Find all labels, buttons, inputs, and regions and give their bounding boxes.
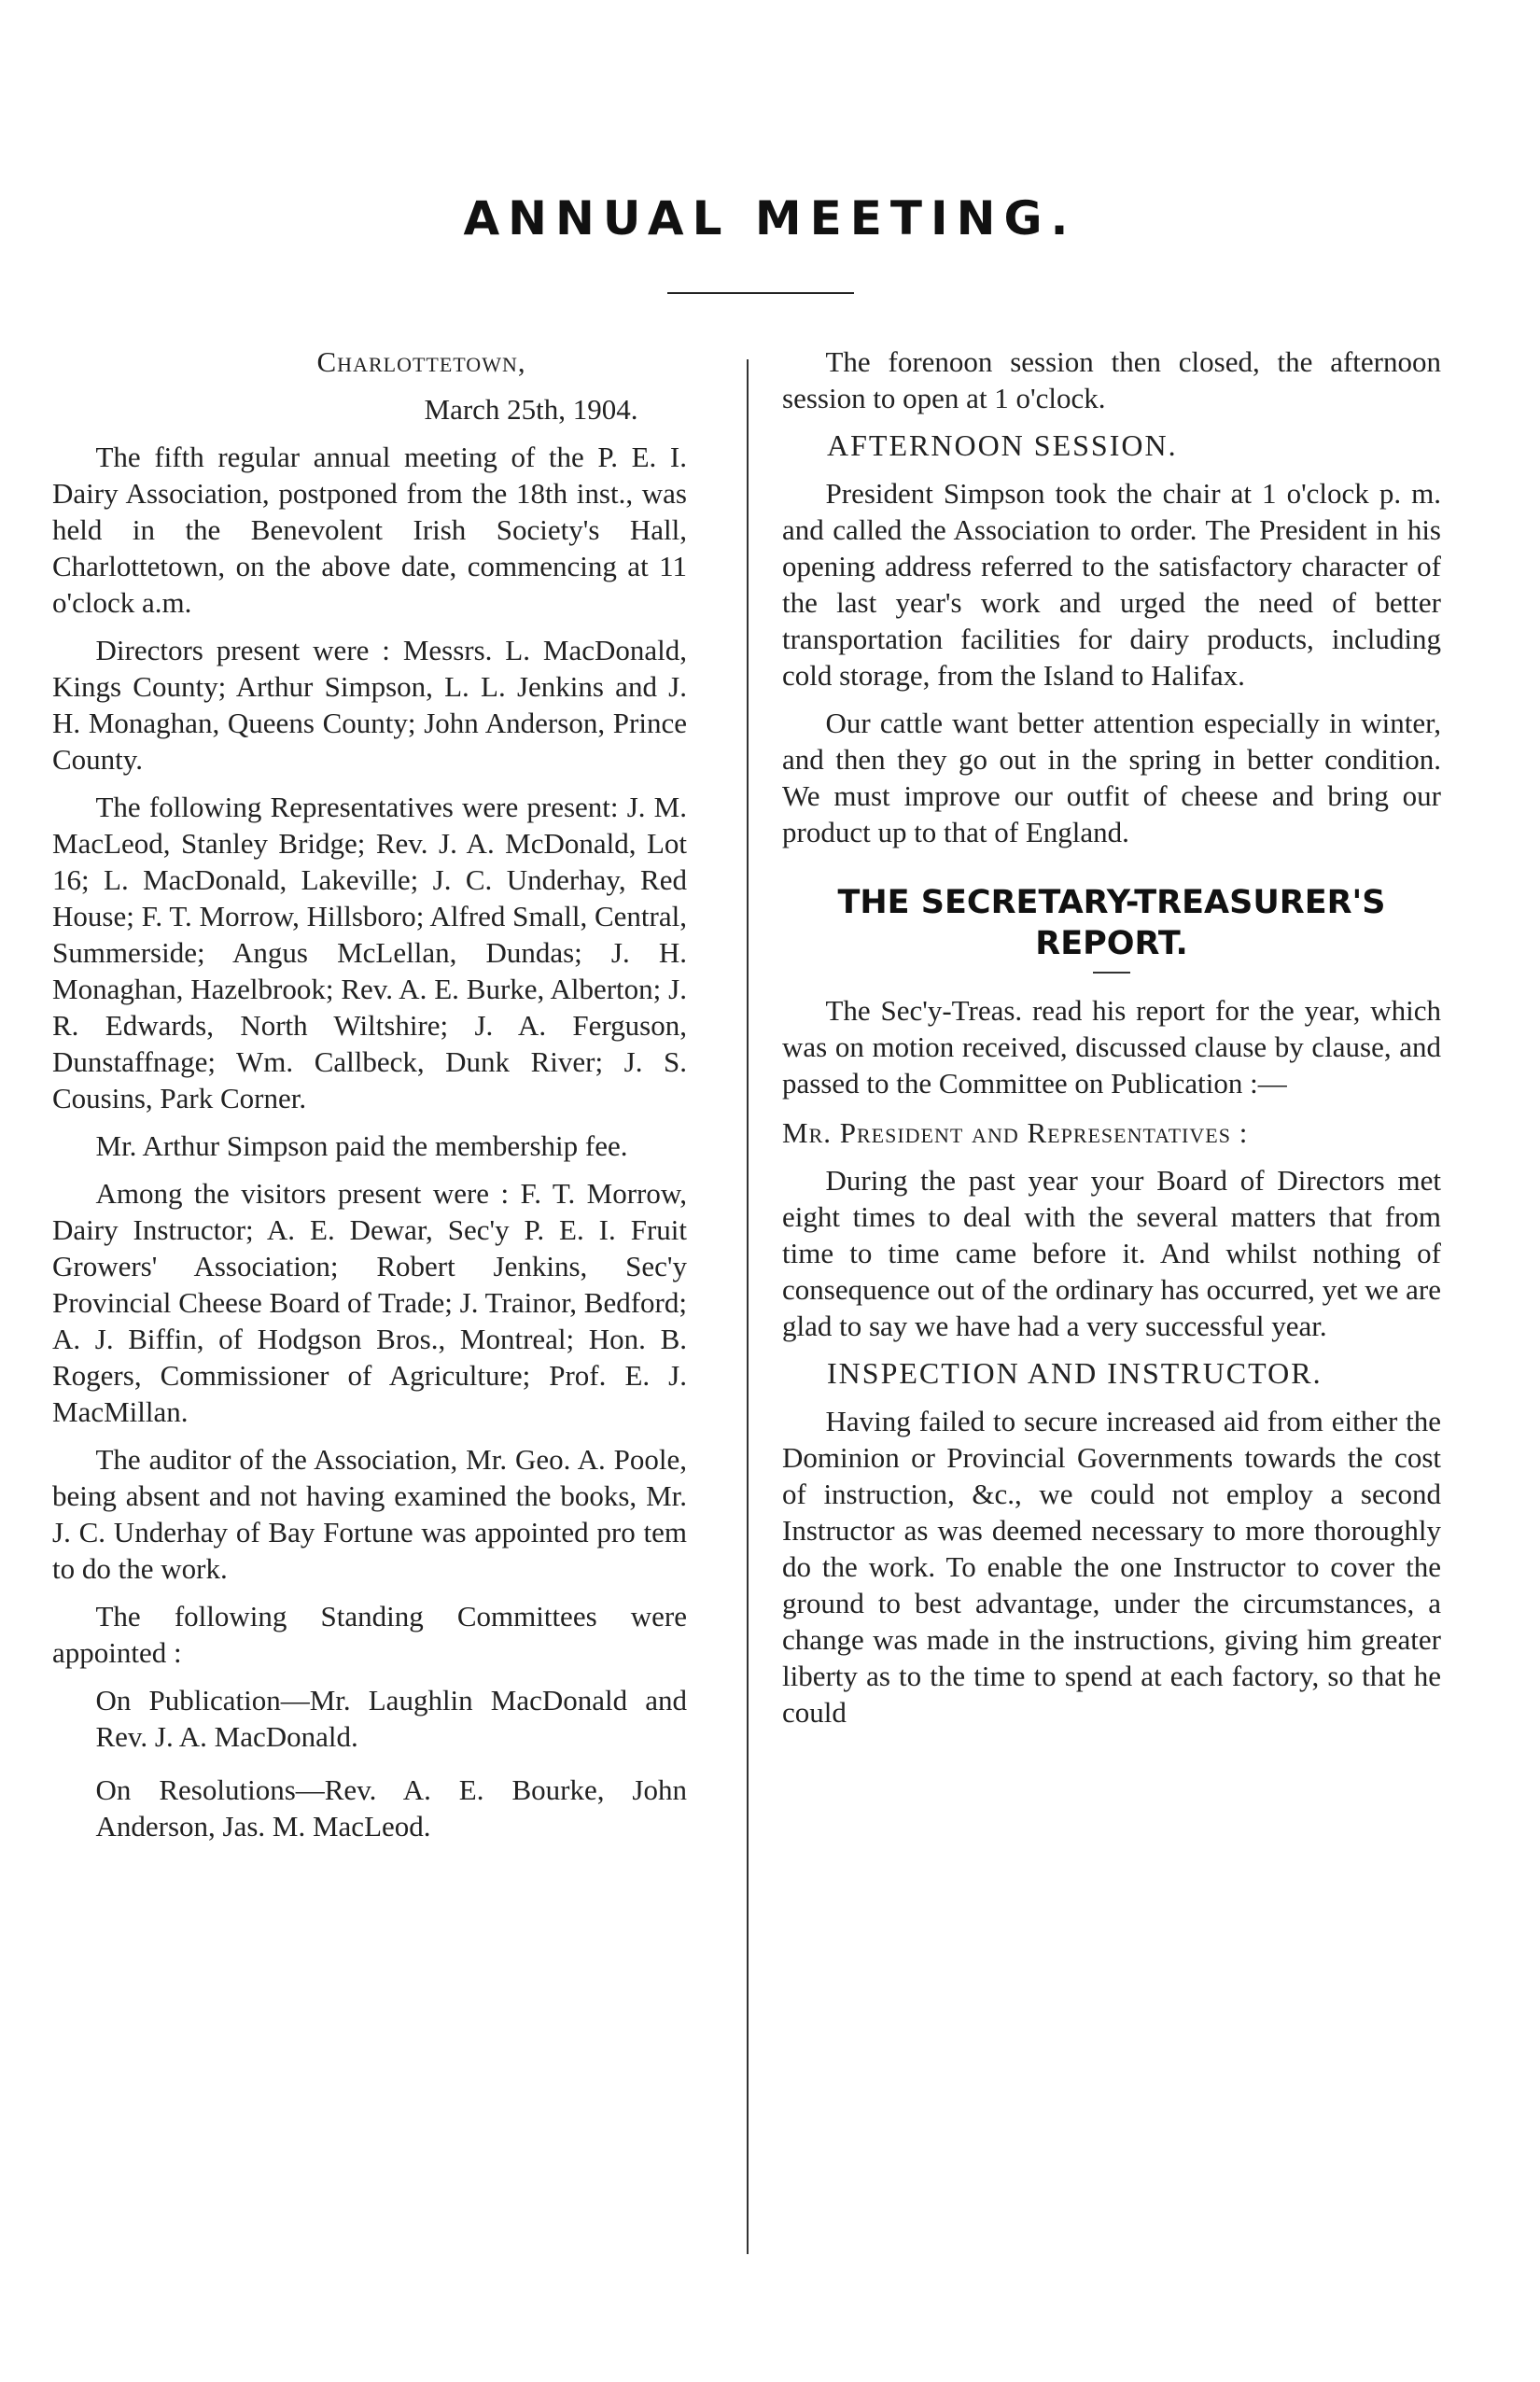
paragraph: Having failed to secure increased aid from either the Dominion or Provincial Governments towards the cost of instruction, &c., we could not employ a second Instructor as was deemed necessary to more thoroughly do the work. To enable the one Instructor to cover the ground to best advantage, under the circumstances, a change was made in the instructions, giving him greater liberty as to the time to spend at each factory, so that he could: [782, 1405, 1441, 1729]
paragraph: The following Standing Committees were appointed :: [52, 1600, 687, 1669]
paragraph: Among the visitors present were : F. T. Morrow, Dairy Instructor; A. E. Dewar, Sec'y P. E. I. Fruit Growers' Association; Robert Jenkins, Sec'y Provincial Cheese Board of Trade; J. Trainor, Bedford; A. J. Biffin, of Hodgson Bros., Montreal; Hon. B. Rogers, Commissioner of Agriculture; Prof. E. J. MacMillan.: [52, 1177, 687, 1428]
right-column: [782, 343, 1441, 1742]
report-heading: THE SECRETARY-TREASURER'S REPORT.: [837, 884, 1386, 962]
paragraph: The following Representatives were present: J. M. MacLeod, Stanley Bridge; Rev. J. A. McDonald, Lot 16; L. MacDonald, Lakeville; J. C. Underhay, Red House; F. T. Morrow, Hillsboro; Alfred Small, Central, Summerside; Angus McLellan, Dundas; J. H. Monaghan, Hazelbrook; Rev. A. E. Burke, Alberton; J. R. Edwards, North Wiltshire; J. A. Ferguson, Dunstaffnage; Wm. Callbeck, Dunk River; J. S. Cousins, Park Corner.: [52, 791, 687, 1114]
paragraph: The fifth regular annual meeting of the P. E. I. Dairy Association, postponed from the 18th inst., was held in the Benevolent Irish Society's Hall, Charlottetown, on the above date, commencing at 11 o'clock a.m.: [52, 441, 687, 619]
paragraph: Mr. Arthur Simpson paid the membership fee.: [95, 1129, 628, 1162]
paragraph: The auditor of the Association, Mr. Geo. A. Poole, being absent and not having examined the books, Mr. J. C. Underhay of Bay Fortune was appointed pro tem to do the work.: [52, 1443, 687, 1585]
title-divider: [667, 292, 854, 294]
inspection-heading: INSPECTION AND INSTRUCTOR.: [827, 1356, 1323, 1390]
dateline-place: Charlottetown,: [316, 345, 526, 378]
dateline-date: March 25th, 1904.: [424, 393, 638, 426]
column-divider: [747, 359, 749, 2254]
committee-publication: On Publication—Mr. Laughlin MacDonald and Rev. J. A. MacDonald.: [95, 1684, 687, 1753]
committee-resolutions: On Resolutions—Rev. A. E. Bourke, John Anderson, Jas. M. MacLeod.: [95, 1773, 687, 1843]
paragraph: During the past year your Board of Directors met eight times to deal with the several matters that from time to time came before it. And whilst nothing of consequence out of the ordinary has occurred, yet we are glad to say we have had a very successful year.: [782, 1164, 1441, 1342]
paragraph: The Sec'y-Treas. read his report for the year, which was on motion received, discussed clause by clause, and passed to the Committee on Publication :—: [782, 994, 1441, 1100]
paragraph: The forenoon session then closed, the afternoon session to open at 1 o'clock.: [782, 345, 1441, 414]
paragraph: Directors present were : Messrs. L. MacDonald, Kings County; Arthur Simpson, L. L. Jenkins and J. H. Monaghan, Queens County; John Anderson, Prince County.: [52, 634, 687, 776]
left-column: [52, 343, 687, 1861]
afternoon-session-heading: AFTERNOON SESSION.: [827, 428, 1178, 462]
paragraph: President Simpson took the chair at 1 o'clock p. m. and called the Association to order. The President in his opening address referred to the satisfactory character of the last year's work and urged the need of better transportation facilities for dairy products, including cold storage, from the Island to Halifax.: [782, 477, 1441, 692]
salutation: Mr. President and Representatives :: [782, 1116, 1249, 1149]
paragraph: Our cattle want better attention especially in winter, and then they go out in the spring in better condition. We must improve our outfit of cheese and bring our product up to that of England.: [782, 707, 1441, 848]
report-divider: [1093, 972, 1130, 974]
page-title: ANNUAL MEETING.: [463, 191, 1077, 245]
